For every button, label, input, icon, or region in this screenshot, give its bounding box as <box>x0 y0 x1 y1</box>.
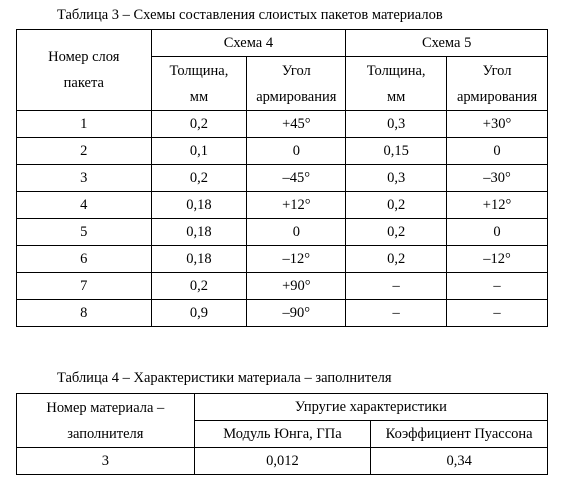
table4 <box>16 393 548 475</box>
table-row <box>17 192 548 219</box>
table-cell: 0,2 <box>346 246 447 273</box>
table-cell: 0,18 <box>151 192 247 219</box>
table-cell: 4 <box>17 192 152 219</box>
table-cell: 0,3 <box>346 165 447 192</box>
table-cell: 0 <box>447 219 548 246</box>
header-thickness-4 <box>151 57 247 111</box>
table-cell: 0 <box>247 219 346 246</box>
table-cell: 0,18 <box>151 246 247 273</box>
table-row <box>17 246 548 273</box>
table-cell: –12° <box>447 246 548 273</box>
table-cell: 0,34 <box>371 448 548 475</box>
table-row <box>17 273 548 300</box>
table-cell: – <box>346 300 447 327</box>
table-row <box>17 111 548 138</box>
header-thickness-line1: Толщина, <box>366 62 426 79</box>
table-cell: 0,012 <box>194 448 371 475</box>
table-cell: +90° <box>247 273 346 300</box>
table-cell: 0,15 <box>346 138 447 165</box>
table-cell: 0,1 <box>151 138 247 165</box>
table-cell: 3 <box>17 448 195 475</box>
table-cell: –90° <box>247 300 346 327</box>
table-cell: +30° <box>447 111 548 138</box>
table-cell: 0 <box>447 138 548 165</box>
header-angle-line1: Угол <box>281 62 311 79</box>
header-angle-4 <box>247 57 346 111</box>
table3-caption: Таблица 3 – Схемы составления слоистых пакетов материалов <box>57 7 443 23</box>
header-angle-line1: Угол <box>482 62 512 79</box>
table-cell: +12° <box>247 192 346 219</box>
header-material-line2: заполнителя <box>67 425 144 442</box>
header-scheme4: Схема 4 <box>151 30 346 57</box>
header-material <box>17 394 195 448</box>
table-cell: 0,2 <box>151 165 247 192</box>
table3 <box>16 29 548 327</box>
header-young: Модуль Юнга, ГПа <box>194 421 371 448</box>
table-cell: 6 <box>17 246 152 273</box>
table-row <box>17 219 548 246</box>
table-row <box>17 138 548 165</box>
table-cell: 0,2 <box>346 192 447 219</box>
table-cell: 5 <box>17 219 152 246</box>
table-cell: 0,2 <box>151 273 247 300</box>
table4-caption: Таблица 4 – Характеристики материала – заполнителя <box>57 370 392 386</box>
header-material-line1: Номер материала – <box>46 399 165 416</box>
header-poisson: Коэффициент Пуассона <box>371 421 548 448</box>
header-thickness-line2: мм <box>189 88 209 105</box>
table-cell: –12° <box>247 246 346 273</box>
table-cell: 7 <box>17 273 152 300</box>
header-layer-line2: пакета <box>63 75 104 91</box>
table-cell: 0,3 <box>346 111 447 138</box>
header-scheme5: Схема 5 <box>346 30 548 57</box>
table-cell: +12° <box>447 192 548 219</box>
table-row <box>17 165 548 192</box>
header-thickness-line2: мм <box>386 88 406 105</box>
table-cell: 0,9 <box>151 300 247 327</box>
table-row <box>17 300 548 327</box>
table-cell: –45° <box>247 165 346 192</box>
header-layer <box>17 30 152 111</box>
table-cell: 0,2 <box>151 111 247 138</box>
header-angle-line2: армирования <box>456 88 538 105</box>
table-row <box>17 448 548 475</box>
table-cell: 1 <box>17 111 152 138</box>
table-cell: 0,18 <box>151 219 247 246</box>
header-thickness-5 <box>346 57 447 111</box>
header-thickness-line1: Толщина, <box>169 62 229 79</box>
header-layer-line1: Номер слоя <box>48 49 120 65</box>
table-cell: 0 <box>247 138 346 165</box>
table-cell: +45° <box>247 111 346 138</box>
table-cell: – <box>447 273 548 300</box>
table-cell: 2 <box>17 138 152 165</box>
table-cell: – <box>346 273 447 300</box>
table-cell: – <box>447 300 548 327</box>
table-cell: 0,2 <box>346 219 447 246</box>
header-angle-line2: армирования <box>256 88 337 105</box>
table-cell: 3 <box>17 165 152 192</box>
header-elastic: Упругие характеристики <box>194 394 547 421</box>
header-angle-5 <box>447 57 548 111</box>
table-cell: –30° <box>447 165 548 192</box>
table-cell: 8 <box>17 300 152 327</box>
